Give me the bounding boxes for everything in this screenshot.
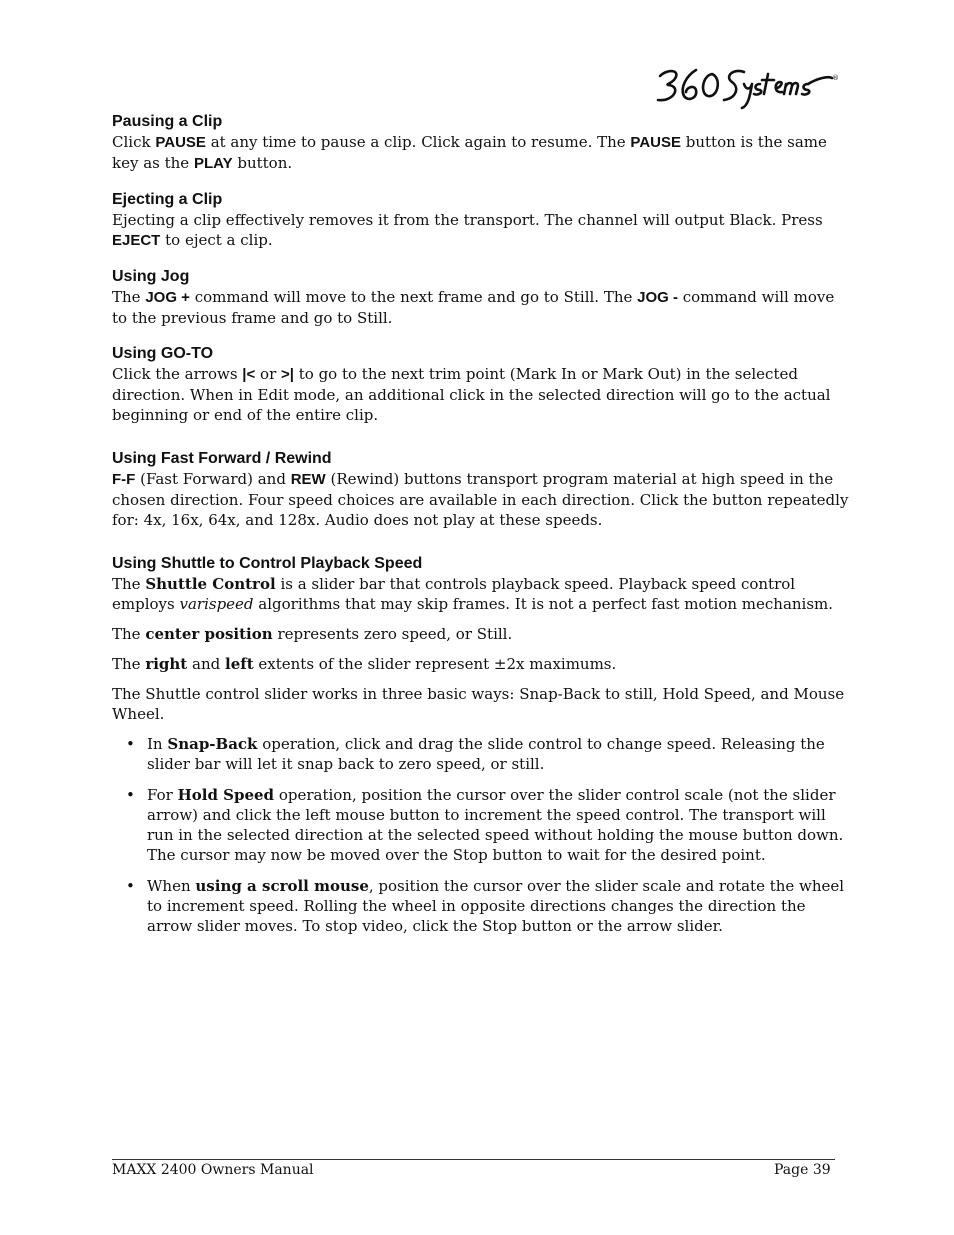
list-item: • For Hold Speed operation, position the cursor over the slider control scale (not the slider arrow) and click the left mouse button to increment the speed control. The transport will run in the selected direction at the selected speed without holding the mouse button down. The cursor may now be moved over the Stop button to wait for the desired point. — [126, 786, 844, 864]
section-heading: Pausing a Clip — [112, 113, 223, 130]
paragraph: Click PAUSE at any time to pause a clip. Click again to resume. The PAUSE button is the same key as the PLAY button. — [112, 133, 827, 172]
bullet-icon: • — [126, 877, 135, 895]
list-item: • In Snap-Back operation, click and drag the slide control to change speed. Releasing the slider bar will let it snap back to zero speed, or still. — [126, 735, 825, 773]
paragraph: The Shuttle control slider works in three basic ways: Snap-Back to still, Hold Speed, and Mouse Wheel. — [112, 685, 845, 723]
page-number: Page 39 — [774, 1162, 831, 1178]
section-heading: Ejecting a Clip — [112, 191, 223, 208]
registered-mark: ® — [832, 74, 839, 82]
section-jog — [112, 267, 852, 328]
bullet-icon: • — [126, 735, 135, 753]
section-pausing — [112, 112, 852, 174]
paragraph: The JOG + command will move to the next frame and go to Still. The JOG - command will move to the previous frame and go to Still. — [112, 288, 835, 327]
paragraph: The Shuttle Control is a slider bar that controls playback speed. Playback speed control employs varispeed algorithms that may skip frames. It is not a perfect fast motion mechanism. — [112, 575, 834, 613]
section-heading: Using GO-TO — [112, 345, 214, 362]
section-heading: Using Fast Forward / Rewind — [112, 450, 332, 467]
list-item: • When using a scroll mouse, position the cursor over the slider scale and rotate the wheel to increment speed. Rolling the wheel in opposite directions changes the direction the arrow slider moves. To stop video, click the Stop button or the arrow slider. — [126, 877, 845, 935]
section-fast-forward-rewind — [112, 449, 852, 530]
bullet-list — [112, 734, 852, 936]
paragraph: F-F (Fast Forward) and REW (Rewind) buttons transport program material at high speed in the chosen direction. Four speed choices are available in each direction. Click the button repeatedly for: 4x, 16x, 64x, and 128x. Audio does not play at these speeds. — [112, 470, 849, 529]
section-shuttle — [112, 554, 852, 936]
company-logo — [652, 62, 842, 112]
bullet-icon: • — [126, 786, 135, 804]
paragraph: Click the arrows |< or >| to go to the next trim point (Mark In or Mark Out) in the selected direction. When in Edit mode, an additional click in the selected direction will go to the actual beginning or end of the entire clip. — [112, 365, 831, 424]
section-heading: Using Jog — [112, 268, 190, 285]
paragraph: The center position represents zero speed, or Still. — [112, 625, 513, 643]
footer-title: MAXX 2400 Owners Manual — [112, 1162, 314, 1178]
paragraph: Ejecting a clip effectively removes it from the transport. The channel will output Black. Press EJECT to eject a clip. — [112, 211, 823, 249]
section-heading: Using Shuttle to Control Playback Speed — [112, 555, 423, 572]
section-ejecting — [112, 190, 852, 251]
plus-minus-symbol: ± — [493, 655, 507, 673]
paragraph: The right and left extents of the slider represent ±2x maximums. — [112, 655, 617, 673]
section-goto — [112, 344, 852, 425]
page-body — [112, 112, 852, 952]
